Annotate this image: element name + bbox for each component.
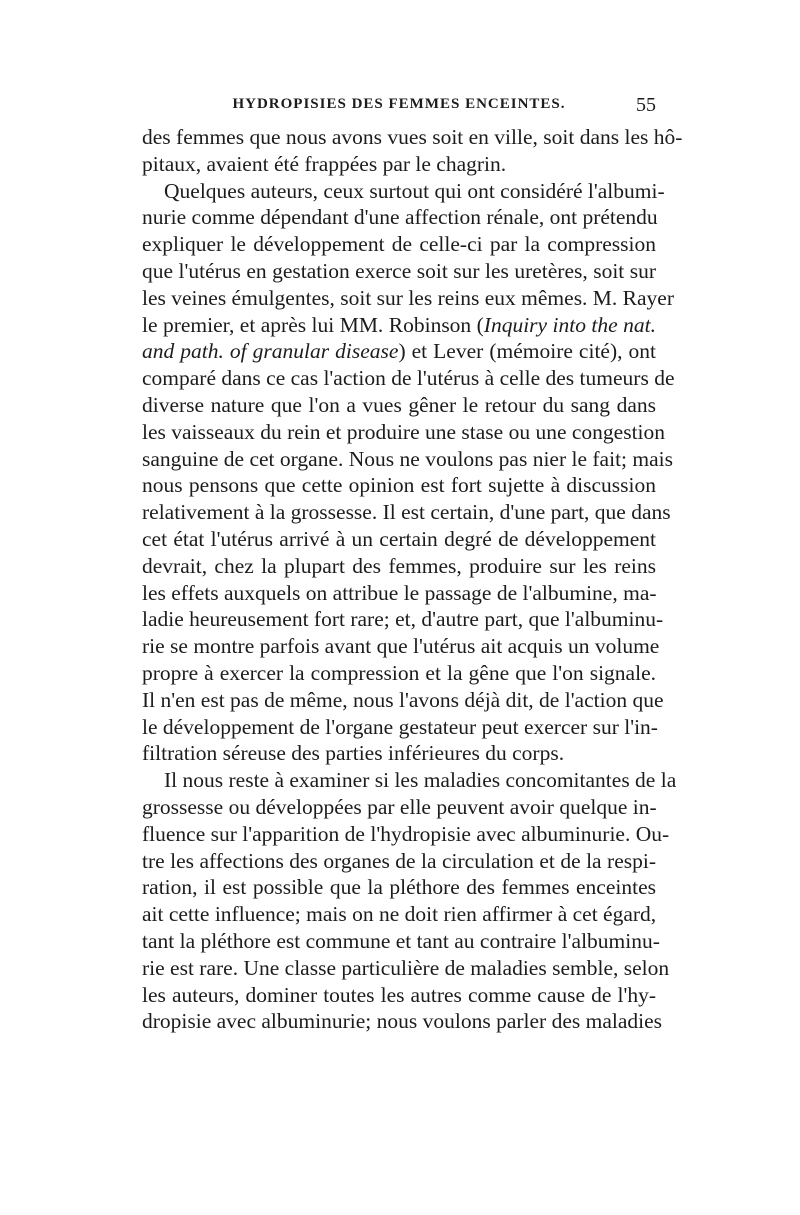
text-line: les effets auxquels on attribue le passage de l'albumine, ma- <box>142 580 657 605</box>
text-line: diverse nature que l'on a vues gêner le retour du sang dans <box>142 392 656 417</box>
text-line: nurie comme dépendant d'une affection rénale, ont prétendu <box>142 205 658 230</box>
text-line: les vaisseaux du rein et produire une stase ou une congestion <box>142 419 666 444</box>
text-line: ration, il est possible que la pléthore des femmes enceintes <box>142 875 656 900</box>
text-line: ait cette influence; mais on ne doit rien affirmer à cet égard, <box>142 902 657 927</box>
text-line: filtration séreuse des parties inférieures du corps. <box>142 741 565 766</box>
text-line: le développement de l'organe gestateur peut exercer sur l'in- <box>142 714 658 739</box>
running-title: HYDROPISIES DES FEMMES ENCEINTES. <box>232 96 566 112</box>
text-line: pitaux, avaient été frappées par le chagrin. <box>142 151 507 176</box>
body-text <box>142 124 683 1035</box>
running-head <box>142 96 656 124</box>
text-line <box>142 312 656 339</box>
text-line: tant la pléthore est commune et tant au contraire l'albuminu- <box>142 928 660 953</box>
text-line: relativement à la grossesse. Il est certain, d'une part, que dans <box>142 500 671 525</box>
text-line: nous pensons que cette opinion est fort sujette à discussion <box>142 473 656 498</box>
text-line: comparé dans ce cas l'action de l'utérus à celle des tumeurs de <box>142 366 675 391</box>
text-line: ladie heureusement fort rare; et, d'autre part, que l'albuminu- <box>142 607 664 632</box>
text-line <box>142 338 656 365</box>
italic-title: Inquiry into the nat. <box>483 312 656 337</box>
text-line: les veines émulgentes, soit sur les reins eux mêmes. M. Rayer <box>142 285 675 310</box>
text-line: dropisie avec albuminurie; nous voulons parler des maladies <box>142 1009 663 1034</box>
text-line: les auteurs, dominer toutes les autres comme cause de l'hy- <box>142 982 656 1007</box>
page-number: 55 <box>636 94 656 116</box>
text-segment: ) et Lever (mémoire cité), ont <box>398 339 656 364</box>
text-line: devrait, chez la plupart des femmes, produire sur les reins <box>142 553 656 578</box>
text-line: cet état l'utérus arrivé à un certain degré de développement <box>142 526 656 551</box>
text-line: rie se montre parfois avant que l'utérus ait acquis un volume <box>142 634 660 659</box>
text-line: sanguine de cet organe. Nous ne voulons pas nier le fait; mais <box>142 446 673 471</box>
text-line: tre les affections des organes de la circulation et de la respi- <box>142 848 656 873</box>
text-line: grossesse ou développées par elle peuvent avoir quelque in- <box>142 794 657 819</box>
text-line: rie est rare. Une classe particulière de maladies semble, selon <box>142 955 670 980</box>
text-line: des femmes que nous avons vues soit en ville, soit dans les hô- <box>142 125 683 149</box>
text-line: Il n'en est pas de même, nous l'avons déjà dit, de l'action que <box>142 687 664 712</box>
text-line: propre à exercer la compression et la gêne que l'on signale. <box>142 660 656 685</box>
text-line: expliquer le développement de celle-ci par la compression <box>142 232 656 257</box>
text-line: Quelques auteurs, ceux surtout qui ont considéré l'albumi- <box>164 178 665 203</box>
text-line: fluence sur l'apparition de l'hydropisie avec albuminurie. Ou- <box>142 821 670 846</box>
italic-title: and path. of granular disease <box>142 339 399 364</box>
text-segment: le premier, et après lui MM. Robinson ( <box>142 312 484 337</box>
text-line: Il nous reste à examiner si les maladies concomitantes de la <box>164 768 677 793</box>
text-line: que l'utérus en gestation exerce soit sur les uretères, soit sur <box>142 258 656 283</box>
